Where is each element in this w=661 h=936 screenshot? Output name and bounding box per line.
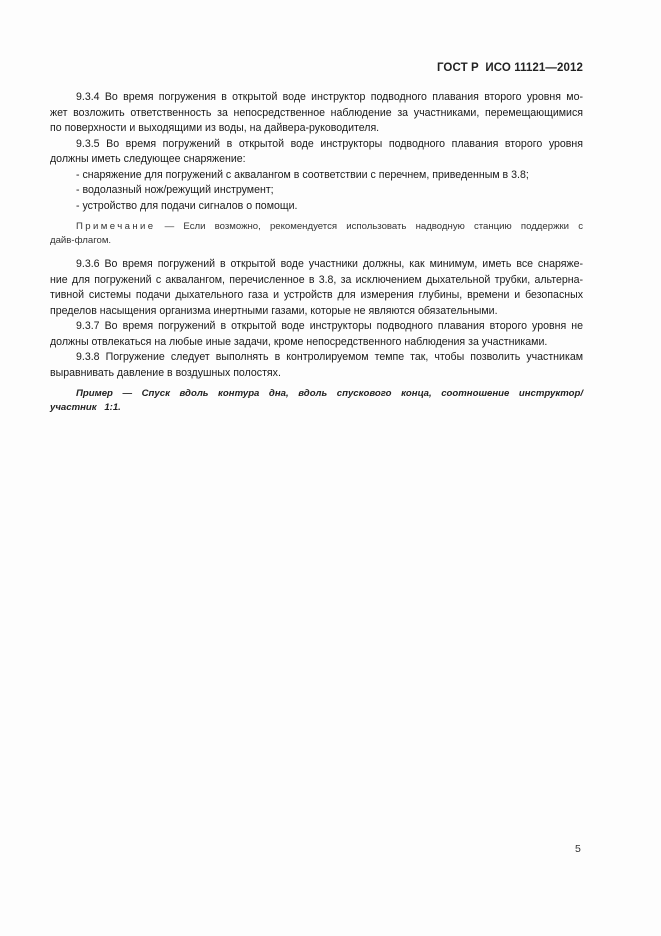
note-line: дайв-флагом. — [50, 235, 112, 246]
note-text: — Если возможно, рекомендуется использовать надводную станцию поддержки с — [155, 221, 583, 232]
clause-paragraph-cont — [50, 366, 583, 382]
clause-paragraph-cont — [50, 106, 583, 137]
clause-paragraph-cont — [50, 273, 583, 320]
example-line: Пример — Спуск вдоль контура дна, вдоль спускового конца, соотношение инструктор/ — [76, 388, 583, 399]
text-line: 9.3.7 Во время погружений в открытой воде инструкторы подводного плавания второго уровня не — [76, 320, 583, 332]
clause-9-3-6 — [50, 257, 583, 319]
text-line: выравнивать давление в воздушных полостях. — [50, 366, 281, 379]
clause-9-3-4 — [50, 90, 583, 137]
clause-9-3-7 — [50, 319, 583, 350]
note-label: Примечание — [76, 221, 156, 232]
text-line: по поверхности и выходящими из воды, на дайвера-руководителя. — [50, 122, 380, 134]
clause-paragraph — [50, 90, 583, 106]
example-line: участник 1:1. — [50, 402, 121, 413]
text-line: должны отвлекаться на любые иные задачи, кроме непосредственного наблюдения за участниками. — [50, 335, 548, 348]
equipment-list — [50, 168, 583, 215]
document-header-standard-code: ГОСТ Р ИСО 11121—2012 — [436, 62, 583, 74]
clause-paragraph — [50, 350, 583, 366]
text-line: пределов насыщения организма инертными газами, которые не являются обязательными. — [50, 304, 498, 317]
note — [50, 220, 583, 248]
clause-paragraph — [50, 319, 583, 335]
example — [50, 387, 583, 415]
note-line — [50, 220, 583, 234]
clause-9-3-5 — [50, 137, 583, 249]
document-body — [50, 90, 583, 415]
list-item: - водолазный нож/режущий инструмент; — [76, 184, 274, 196]
text-line: тивной системы подачи дыхательного газа и устройств для измерения глубины, времени и безопасных — [50, 289, 583, 301]
clause-9-3-8 — [50, 350, 583, 415]
clause-paragraph-cont — [50, 152, 583, 168]
list-item: - устройство для подачи сигналов о помощи. — [76, 199, 298, 212]
text-line: 9.3.4 Во время погружения в открытой воде инструктор подводного плавания второго уровня мо- — [76, 91, 583, 103]
clause-paragraph — [50, 257, 583, 273]
list-item: - снаряжение для погружений с аквалангом в соответствии с перечнем, приведенным в 3.8; — [76, 168, 529, 181]
text-line: должны иметь следующее снаряжение: — [50, 153, 246, 165]
text-line: 9.3.6 Во время погружений в открытой воде участники должны, как минимум, иметь все снаряже- — [76, 258, 583, 270]
text-line: 9.3.8 Погружение следует выполнять в контролируемом темпе так, чтобы позволить участникам — [76, 351, 583, 363]
page-number: 5 — [575, 843, 581, 855]
text-line: ние для погружений с аквалангом, перечисленное в 3.8, за исключением дыхательной трубки, альтерна- — [50, 273, 583, 286]
text-line: жет возложить ответственность за непосредственное наблюдение за участниками, перемещающимися — [50, 106, 583, 119]
clause-paragraph — [50, 137, 583, 153]
clause-paragraph-cont — [50, 335, 583, 351]
text-line: 9.3.5 Во время погружений в открытой воде инструкторы подводного плавания второго уровня — [76, 137, 583, 150]
